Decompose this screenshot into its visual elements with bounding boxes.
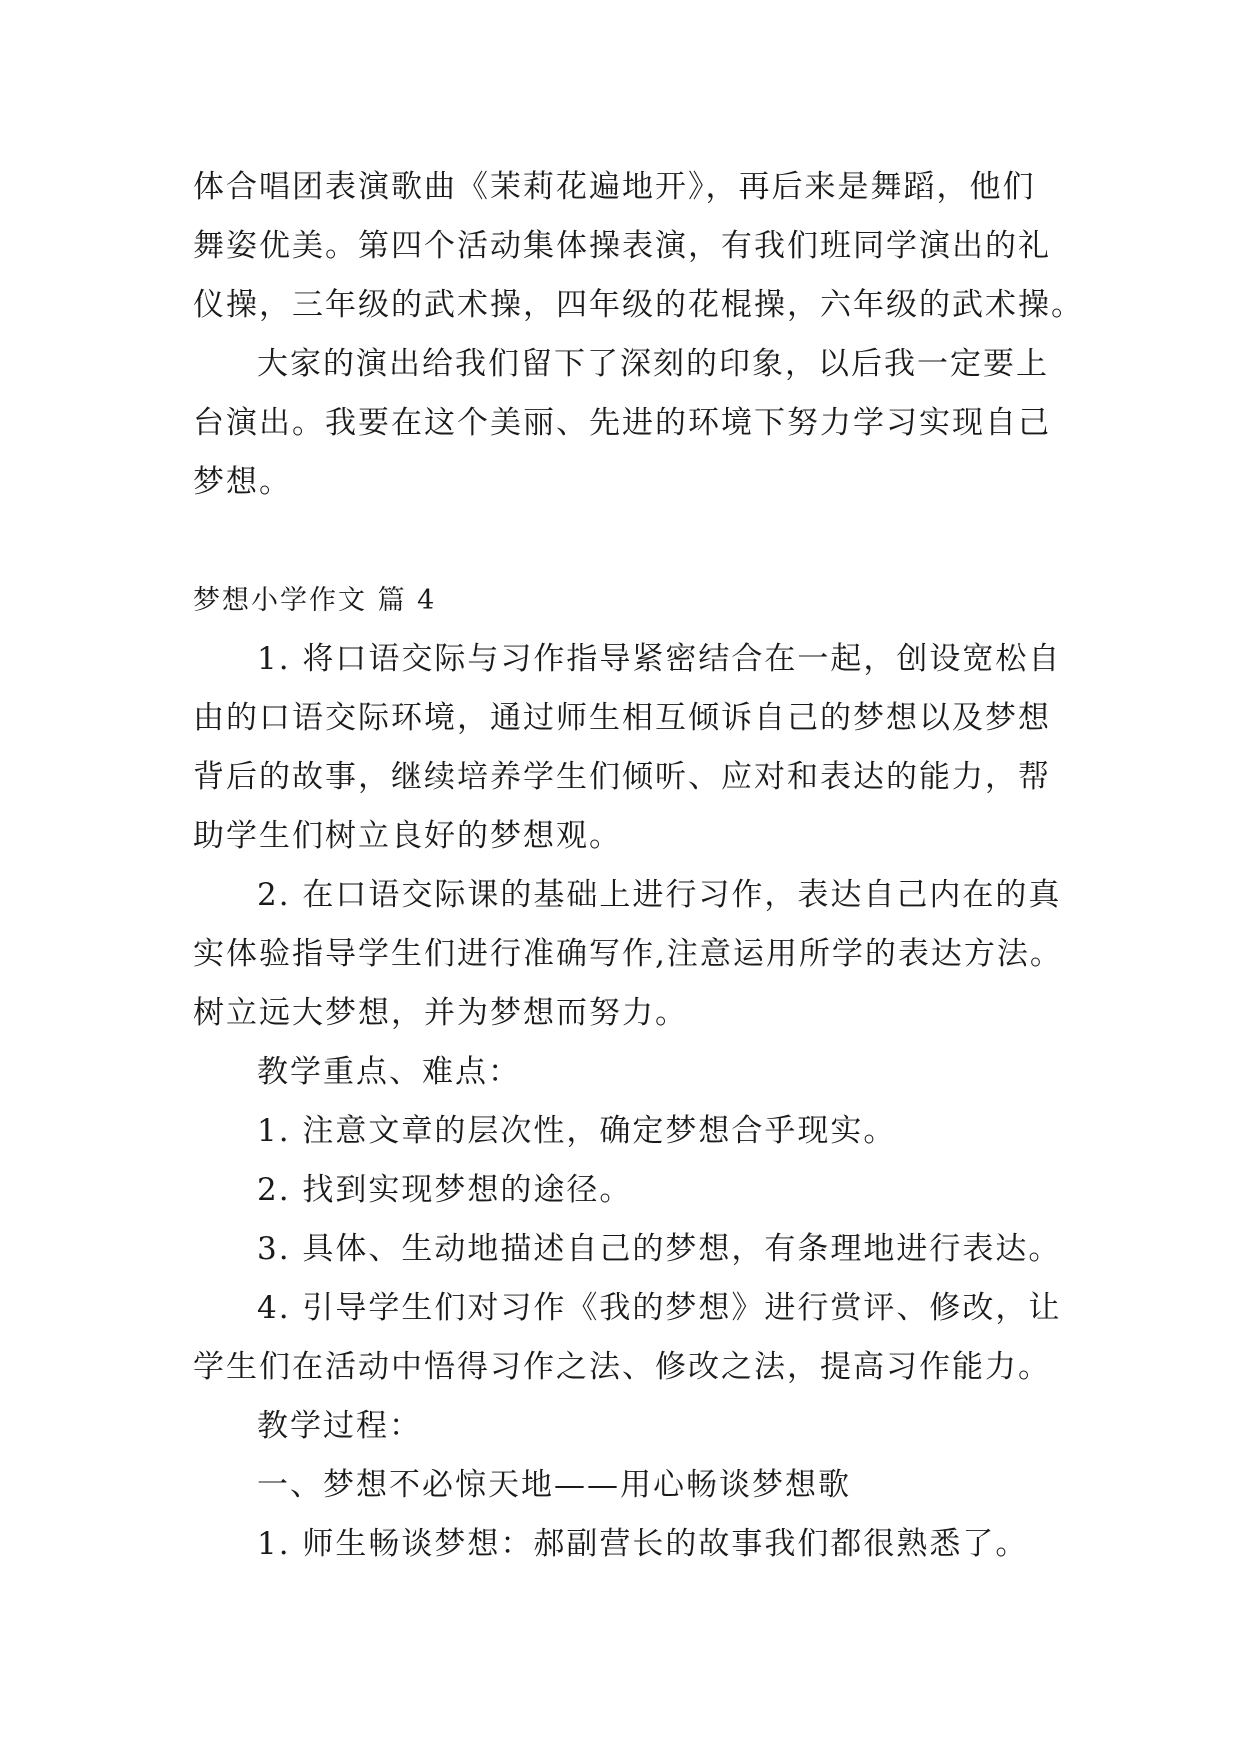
text-line: 树立远大梦想，并为梦想而努力。 <box>193 995 688 1031</box>
text-line: 仪操，三年级的武术操，四年级的花棍操，六年级的武术操。 <box>193 287 1084 323</box>
text-line: 台演出。我要在这个美丽、先进的环境下努力学习实现自己 <box>193 405 1051 441</box>
text-line: 学生们在活动中悟得习作之法、修改之法，提高习作能力。 <box>193 1349 1051 1385</box>
list-item: 1. 注意文章的层次性，确定梦想合乎现实。 <box>257 1113 897 1149</box>
paragraph <box>193 630 1062 866</box>
text-line: 大家的演出给我们留下了深刻的印象，以后我一定要上 <box>257 346 1049 382</box>
text-line: 实体验指导学生们进行准确写作,注意运用所学的表达方法。 <box>193 936 1063 972</box>
document-page <box>193 158 1084 1574</box>
text-line: 梦想。 <box>193 464 292 500</box>
subsection-heading: 一、梦想不必惊天地——用心畅谈梦想歌 <box>257 1467 851 1503</box>
paragraph <box>193 866 1063 1043</box>
intro-paragraph <box>193 335 1053 512</box>
section-heading: 梦想小学作文 篇 4 <box>193 585 437 616</box>
teaching-process-heading: 教学过程： <box>257 1408 422 1444</box>
text-line: 由的口语交际环境，通过师生相互倾诉自己的梦想以及梦想 <box>193 700 1051 736</box>
text-line: 2. 在口语交际课的基础上进行习作，表达自己内在的真 <box>257 877 1062 913</box>
text-line: 1. 将口语交际与习作指导紧密结合在一起，创设宽松自 <box>257 641 1062 677</box>
list-item: 2. 找到实现梦想的途径。 <box>257 1172 633 1208</box>
text-line: 体合唱团表演歌曲《茉莉花遍地开》，再后来是舞蹈，他们 <box>193 169 1036 205</box>
intro-paragraph <box>193 158 1084 335</box>
text-line: 舞姿优美。第四个活动集体操表演，有我们班同学演出的礼 <box>193 228 1051 264</box>
text-line: 背后的故事，继续培养学生们倾听、应对和表达的能力，帮 <box>193 759 1051 795</box>
text-line: 助学生们树立良好的梦想观。 <box>193 818 622 854</box>
list-item: 1. 师生畅谈梦想：郝副营长的故事我们都很熟悉了。 <box>257 1526 1029 1562</box>
text-line: 4. 引导学生们对习作《我的梦想》进行赏评、修改，让 <box>257 1290 1062 1326</box>
list-item: 3. 具体、生动地描述自己的梦想，有条理地进行表达。 <box>257 1231 1062 1267</box>
teaching-focus-heading: 教学重点、难点： <box>257 1054 521 1090</box>
list-item <box>193 1279 1062 1397</box>
